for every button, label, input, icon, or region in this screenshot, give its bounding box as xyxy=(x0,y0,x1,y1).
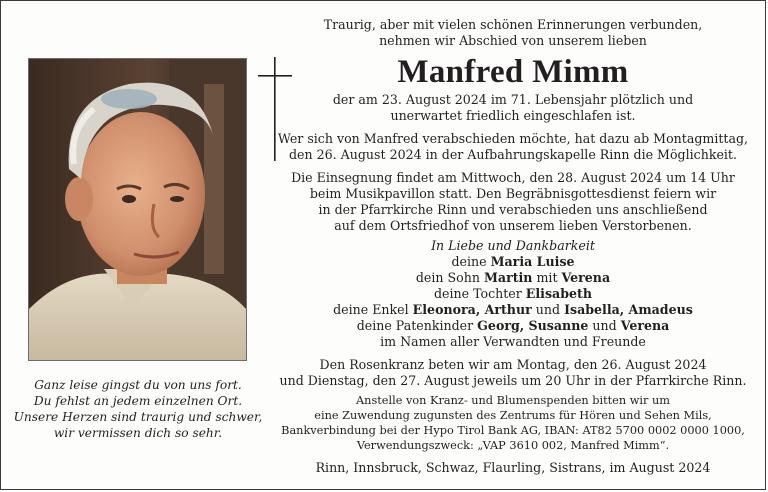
mourner-prefix: deine xyxy=(451,254,487,269)
mourner-prefix: dein Sohn xyxy=(415,270,480,285)
mourner-name: Isabella, Amadeus xyxy=(564,302,693,317)
ceremony-line: in der Pfarrkirche Rinn und verabschieden uns anschließend xyxy=(318,202,708,217)
mourner-name: Verena xyxy=(561,270,611,285)
mourner-name: Maria Luise xyxy=(490,254,575,269)
mourner-daughter xyxy=(263,286,763,302)
mourner-joiner: und xyxy=(535,302,561,317)
mourner-name: Martin xyxy=(483,270,533,285)
verse-line: Unsere Herzen sind traurig und schwer, xyxy=(13,410,263,424)
notice-text xyxy=(263,17,763,476)
mourner-prefix: deine Tochter xyxy=(433,286,522,301)
portrait-photo xyxy=(28,58,247,361)
header-line: Traurig, aber mit vielen schönen Erinnerungen verbunden, xyxy=(323,17,703,32)
verse-line: wir vermissen dich so sehr. xyxy=(53,426,223,440)
donation-line: Bankverbindung bei der Hypo Tirol Bank AG, IBAN: AT82 5700 0002 0000 1000, xyxy=(281,424,745,437)
mourner-name: Eleonora, Arthur xyxy=(412,302,532,317)
donation-line: Verwendungszweck: „VAP 3610 002, Manfred Mimm“. xyxy=(356,439,670,452)
memorial-verse xyxy=(13,377,263,441)
verse-line: Du fehlst an jedem einzelnen Ort. xyxy=(33,394,243,408)
mourner-relatives: im Namen aller Verwandten und Freunde xyxy=(380,334,646,349)
mourners-intro: In Liebe und Dankbarkeit xyxy=(431,238,595,253)
rosary-line: und Dienstag, den 27. August jeweils um 20 Uhr in der Pfarrkirche Rinn. xyxy=(279,373,747,388)
footer-places-date: Rinn, Innsbruck, Schwaz, Flaurling, Sistrans, im August 2024 xyxy=(315,460,711,475)
mourner-joiner: mit xyxy=(536,270,558,285)
mourner-wife xyxy=(263,254,763,270)
ceremony-line: beim Musikpavillon statt. Den Begräbnisgottesdienst feiern wir xyxy=(309,186,717,201)
header-line: nehmen wir Abschied von unserem lieben xyxy=(379,33,647,48)
deceased-name: Manfred Mimm xyxy=(397,54,629,90)
ceremony-line: Die Einsegnung findet am Mittwoch, den 28. August 2024 um 14 Uhr xyxy=(291,170,735,185)
ceremony-line: auf dem Ortsfriedhof von unserem lieben Verstorbenen. xyxy=(334,218,692,233)
mourner-prefix: deine Enkel xyxy=(333,302,409,317)
mourner-name: Verena xyxy=(620,318,670,333)
rosary-line: Den Rosenkranz beten wir am Montag, den 26. August 2024 xyxy=(319,357,707,372)
farewell-line: Wer sich von Manfred verabschieden möchte, hat dazu ab Montagmittag, xyxy=(277,131,749,146)
mourner-prefix: deine Patenkinder xyxy=(356,318,474,333)
donation-line: eine Zuwendung zugunsten des Zentrums für Hören und Sehen Mils, xyxy=(314,409,712,422)
death-notice-line: unerwartet friedlich eingeschlafen ist. xyxy=(390,108,636,123)
mourner-godchildren xyxy=(263,318,763,334)
mourner-name: Elisabeth xyxy=(525,286,593,301)
mourner-name: Georg, Susanne xyxy=(477,318,589,333)
mourner-son xyxy=(263,270,763,286)
mourner-grandchildren xyxy=(263,302,763,318)
donation-line: Anstelle von Kranz- und Blumenspenden bitten wir um xyxy=(356,394,670,407)
farewell-line: den 26. August 2024 in der Aufbahrungskapelle Rinn die Möglichkeit. xyxy=(289,147,737,162)
death-notice-line: der am 23. August 2024 im 71. Lebensjahr plötzlich und xyxy=(332,92,694,107)
mourner-joiner: und xyxy=(592,318,617,333)
verse-line: Ganz leise gingst du von uns fort. xyxy=(34,378,242,392)
